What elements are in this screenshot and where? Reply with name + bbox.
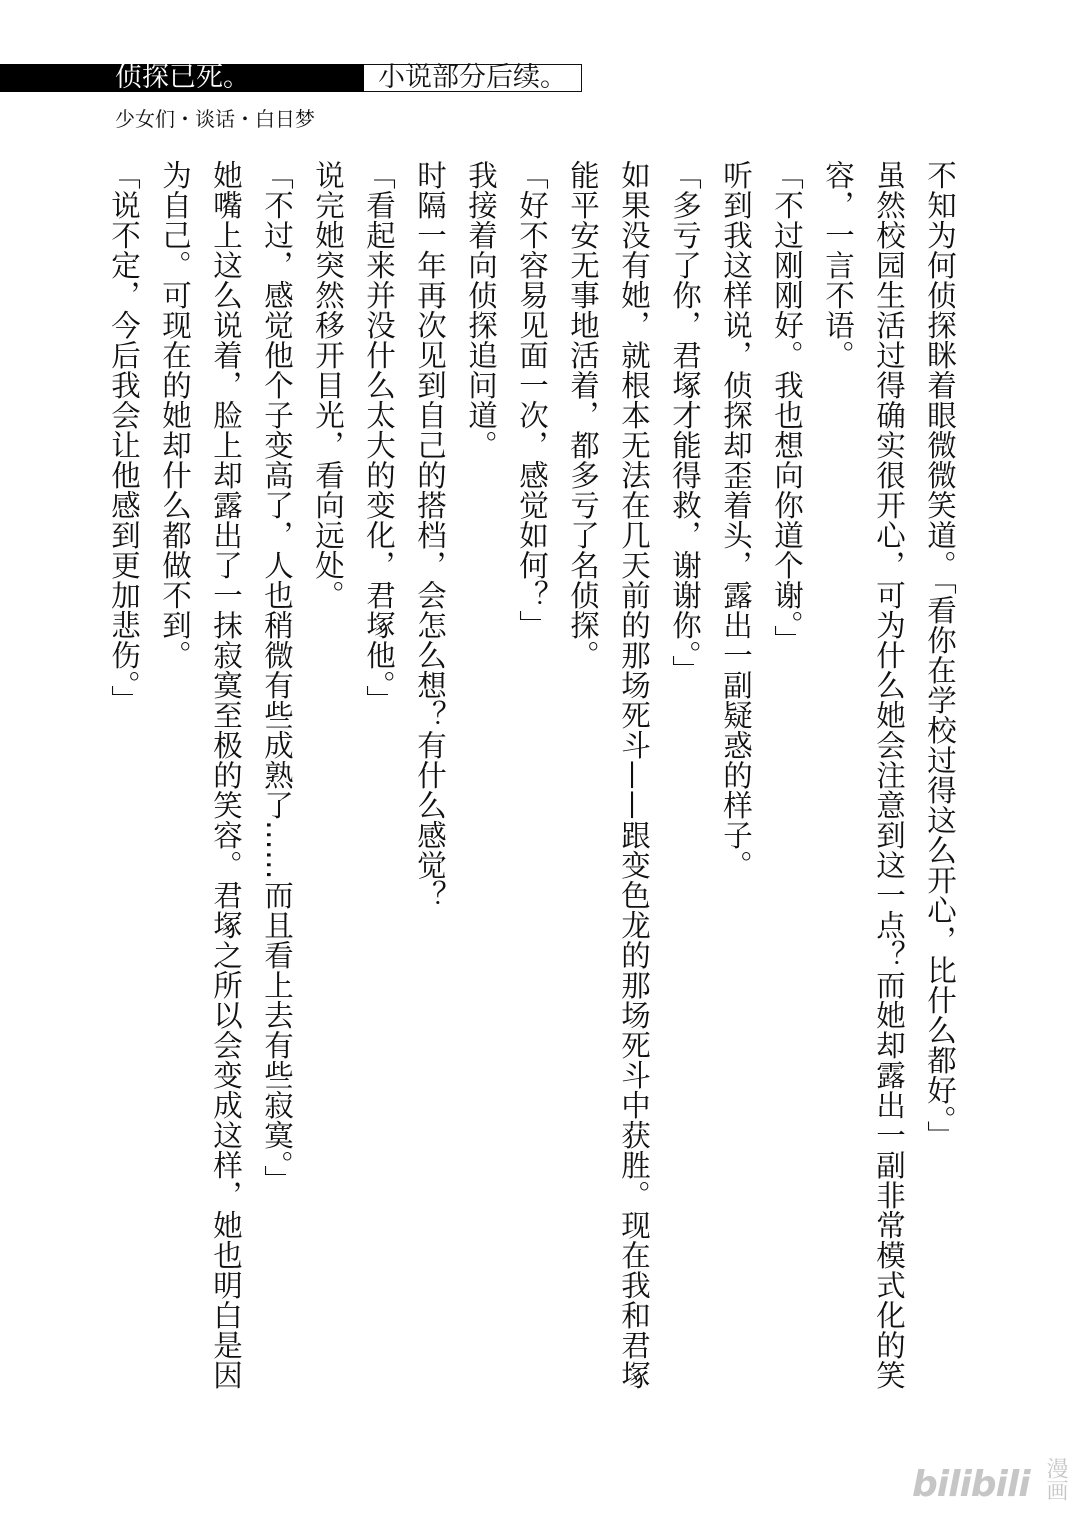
paragraph: 「看起来并没什么太大的变化，君塚他。」 <box>362 160 396 716</box>
paragraph: 听到我这样说，侦探却歪着头，露出一副疑惑的样子。 <box>719 160 753 880</box>
paragraph: 「好不容易见面一次，感觉如何？」 <box>515 160 549 640</box>
header-title: 侦探已死。 <box>115 62 250 93</box>
paragraph: 「不过，感觉他个子变高了，人也稍微有些成熟了……而且看上去有些寂寞。」 <box>260 160 294 1196</box>
watermark-brand: bilibili <box>912 1464 1030 1505</box>
body-text <box>107 160 965 1400</box>
paragraph: 虽然校园生活过得确实很开心，可为什么她会注意到这一点？而她却露出一副非常模式化的笑容，一言不语。 <box>821 160 906 1390</box>
paragraph: 说完她突然移开目光，看向远处。 <box>311 160 345 610</box>
paragraph: 「多亏了你，君塚才能得救，谢谢你。」 <box>668 160 702 686</box>
paragraph: 如果没有她，就根本无法在几天前的那场死斗——跟变色龙的那场死斗中获胜。现在我和君塚能平安无事地活着，都多亏了名侦探。 <box>566 160 651 1390</box>
bilibili-watermark <box>912 1455 1072 1515</box>
paragraph: 时隔一年再次见到自己的搭档，会怎么想？有什么感觉？ <box>413 160 447 910</box>
paragraph: 她嘴上这么说着，脸上却露出了一抹寂寞至极的笑容。君塚之所以会变成这样，她也明白是因为自己。可现在的她却什么都做不到。 <box>158 160 243 1390</box>
paragraph: 不知为何侦探眯着眼微微笑道。「看你在学校过得这么开心，比什么都好。」 <box>923 160 957 1151</box>
paragraph: 「不过刚刚好。我也想向你道个谢。」 <box>770 160 804 656</box>
paragraph: 我接着向侦探追问道。 <box>464 160 498 460</box>
header-subtitle: 小说部分后续。 <box>378 62 567 93</box>
chapter-title: 少女们・谈话・白日梦 <box>115 107 315 131</box>
paragraph: 「说不定，今后我会让他感到更加悲伤。」 <box>107 160 141 716</box>
watermark-sub: 漫画 <box>1043 1457 1068 1501</box>
